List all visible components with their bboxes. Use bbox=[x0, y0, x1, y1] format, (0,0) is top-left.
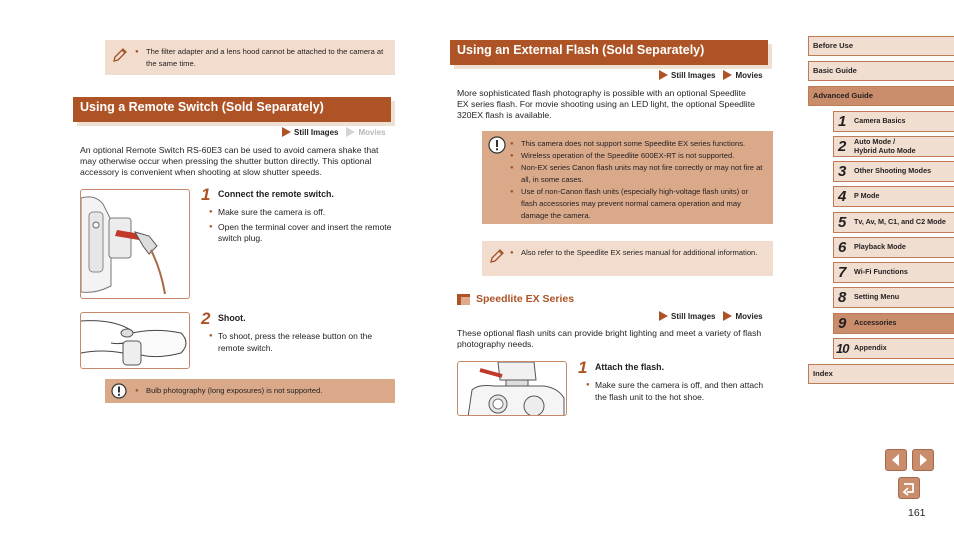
pencil-icon bbox=[111, 46, 129, 68]
triangle-icon bbox=[659, 70, 668, 80]
previous-page-button[interactable] bbox=[885, 449, 907, 471]
step-bullet: ● To shoot, press the release button on the remote switch. bbox=[209, 331, 396, 354]
step-number: 1 bbox=[201, 185, 211, 204]
nav-chapter-2[interactable]: 2 Auto Mode / Hybrid Auto Mode bbox=[833, 136, 954, 157]
caution-icon bbox=[488, 136, 506, 158]
remote-switch-connect-illustration bbox=[80, 189, 190, 299]
flash-caution-item: ● Use of non-Canon flash units (especially high-voltage flash units) or flash accessories may prevent normal camera operation and may damage the camera. bbox=[510, 186, 765, 222]
page-number: 161 bbox=[908, 507, 926, 519]
remote-switch-modes bbox=[282, 127, 386, 137]
mode-movies: Movies bbox=[723, 70, 762, 80]
triangle-icon bbox=[282, 127, 291, 137]
nav-chapter-4[interactable]: 4 P Mode bbox=[833, 186, 954, 207]
nav-chapter-9[interactable]: 9 Accessories bbox=[833, 313, 954, 334]
filter-note bbox=[105, 40, 395, 75]
triangle-icon bbox=[659, 311, 668, 321]
return-icon bbox=[899, 478, 919, 498]
step-number: 2 bbox=[201, 309, 211, 328]
speedlite-modes bbox=[659, 311, 763, 321]
attach-flash-step bbox=[578, 358, 768, 412]
step-title: Connect the remote switch. bbox=[218, 189, 334, 199]
mode-still-images: Still Images bbox=[282, 127, 338, 137]
mode-still-images: Still Images bbox=[659, 70, 715, 80]
mode-movies: Movies bbox=[723, 311, 762, 321]
flash-caution-item: ● This camera does not support some Speedlite EX series functions. bbox=[510, 138, 765, 150]
mode-still-images: Still Images bbox=[659, 311, 715, 321]
caution-icon bbox=[111, 383, 127, 403]
square-icon bbox=[457, 294, 470, 305]
bulb-caution bbox=[105, 379, 395, 403]
nav-basic-guide[interactable]: Basic Guide bbox=[808, 61, 954, 81]
external-flash-intro: More sophisticated flash photography is possible with an optional Speedlite EX series flash. For movie shooting using an LED light, the optional Speedlite 320EX flash is available. bbox=[457, 88, 755, 121]
remote-switch-shoot-illustration bbox=[80, 312, 190, 369]
pencil-icon bbox=[488, 247, 506, 269]
next-page-button[interactable] bbox=[912, 449, 934, 471]
speedlite-manual-note bbox=[482, 241, 773, 276]
nav-advanced-guide[interactable]: Advanced Guide bbox=[808, 86, 954, 106]
mode-movies: Movies bbox=[346, 127, 385, 137]
flash-caution-item: ● Wireless operation of the Speedlite 600EX-RT is not supported. bbox=[510, 150, 765, 162]
bulb-caution-text: ● Bulb photography (long exposures) is not supported. bbox=[135, 385, 385, 397]
nav-chapter-7[interactable]: 7 Wi-Fi Functions bbox=[833, 262, 954, 283]
nav-index[interactable]: Index bbox=[808, 364, 954, 384]
nav-chapter-8[interactable]: 8 Setting Menu bbox=[833, 287, 954, 308]
remote-step-2 bbox=[201, 309, 396, 358]
external-flash-heading: Using an External Flash (Sold Separately) bbox=[450, 40, 768, 65]
remote-step-1 bbox=[201, 185, 396, 259]
step-bullet: ● Open the terminal cover and insert the remote switch plug. bbox=[209, 222, 396, 245]
speedlite-manual-note-text: ● Also refer to the Speedlite EX series manual for additional information. bbox=[510, 247, 765, 259]
step-bullet: ● Make sure the camera is off, and then attach the flash unit to the hot shoe. bbox=[586, 380, 768, 403]
step-number: 1 bbox=[578, 358, 588, 377]
arrow-right-icon bbox=[913, 450, 933, 470]
triangle-icon bbox=[346, 127, 355, 137]
flash-caution bbox=[482, 131, 773, 224]
arrow-left-icon bbox=[886, 450, 906, 470]
flash-caution-item: ● Non-EX series Canon flash units may not fire correctly or may not fire at all, in some cases. bbox=[510, 162, 765, 186]
nav-chapter-1[interactable]: 1 Camera Basics bbox=[833, 111, 954, 132]
filter-note-text: ● The filter adapter and a lens hood cannot be attached to the camera at the same time. bbox=[135, 46, 385, 70]
triangle-icon bbox=[723, 70, 732, 80]
external-flash-modes bbox=[659, 70, 763, 80]
nav-chapter-3[interactable]: 3 Other Shooting Modes bbox=[833, 161, 954, 182]
remote-switch-intro: An optional Remote Switch RS-60E3 can be used to avoid camera shake that may otherwise occur when pressing the shutter button directly. This optional accessory is convenient when shooting at slow shutter speeds. bbox=[80, 145, 379, 178]
step-title: Attach the flash. bbox=[595, 362, 665, 372]
step-bullet: ● Make sure the camera is off. bbox=[209, 207, 396, 219]
speedlite-intro: These optional flash units can provide bright lighting and meet a variety of flash photography needs. bbox=[457, 328, 762, 350]
speedlite-subheading: Speedlite EX Series bbox=[457, 293, 574, 305]
remote-switch-heading: Using a Remote Switch (Sold Separately) bbox=[73, 97, 391, 122]
return-button[interactable] bbox=[898, 477, 920, 499]
attach-flash-illustration bbox=[457, 361, 567, 416]
triangle-icon bbox=[723, 311, 732, 321]
nav-chapter-10[interactable]: 10 Appendix bbox=[833, 338, 954, 359]
nav-chapter-6[interactable]: 6 Playback Mode bbox=[833, 237, 954, 258]
step-title: Shoot. bbox=[218, 313, 246, 323]
nav-before-use[interactable]: Before Use bbox=[808, 36, 954, 56]
nav-chapter-5[interactable]: 5 Tv, Av, M, C1, and C2 Mode bbox=[833, 212, 954, 233]
